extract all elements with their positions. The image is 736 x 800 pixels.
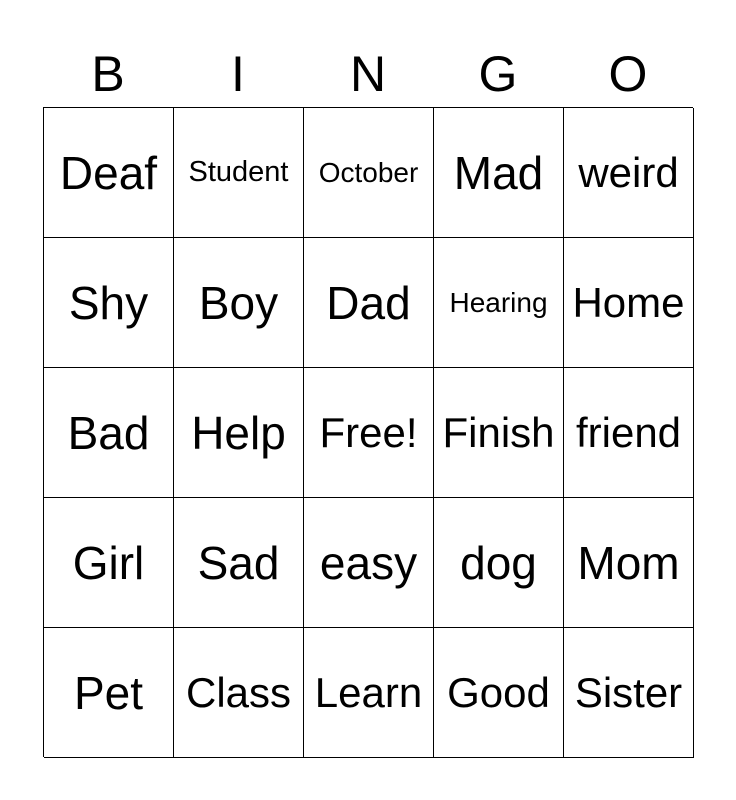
bingo-cell-r2c1[interactable]: Shy bbox=[44, 238, 174, 368]
bingo-header bbox=[43, 40, 693, 108]
header-letter-i: I bbox=[231, 46, 245, 102]
bingo-cell-r1c2[interactable]: Student bbox=[174, 108, 304, 238]
bingo-board bbox=[43, 107, 693, 757]
bingo-cell-r5c2[interactable]: Class bbox=[174, 628, 304, 758]
bingo-cell-r2c2[interactable]: Boy bbox=[174, 238, 304, 368]
bingo-cell-r2c4[interactable]: Hearing bbox=[434, 238, 564, 368]
bingo-cell-r3c1[interactable]: Bad bbox=[44, 368, 174, 498]
bingo-cell-r1c4[interactable]: Mad bbox=[434, 108, 564, 238]
bingo-cell-r5c5[interactable]: Sister bbox=[564, 628, 694, 758]
header-letter-n: N bbox=[349, 46, 387, 102]
bingo-cell-r3c4[interactable]: Finish bbox=[434, 368, 564, 498]
bingo-cell-r2c5[interactable]: Home bbox=[564, 238, 694, 368]
bingo-cell-r1c1[interactable]: Deaf bbox=[44, 108, 174, 238]
bingo-cell-r5c4[interactable]: Good bbox=[434, 628, 564, 758]
bingo-cell-r4c2[interactable]: Sad bbox=[174, 498, 304, 628]
header-letter-o: O bbox=[608, 46, 648, 102]
bingo-cell-r3c2[interactable]: Help bbox=[174, 368, 304, 498]
bingo-cell-r3c3[interactable]: Free! bbox=[304, 368, 434, 498]
header-letter-g: G bbox=[478, 46, 518, 102]
bingo-cell-r4c4[interactable]: dog bbox=[434, 498, 564, 628]
bingo-cell-r1c5[interactable]: weird bbox=[564, 108, 694, 238]
bingo-cell-r4c3[interactable]: easy bbox=[304, 498, 434, 628]
bingo-cell-r5c3[interactable]: Learn bbox=[304, 628, 434, 758]
bingo-cell-r4c1[interactable]: Girl bbox=[44, 498, 174, 628]
bingo-cell-r4c5[interactable]: Mom bbox=[564, 498, 694, 628]
bingo-cell-r3c5[interactable]: friend bbox=[564, 368, 694, 498]
bingo-cell-r1c3[interactable]: October bbox=[304, 108, 434, 238]
header-letter-b: B bbox=[91, 46, 125, 102]
bingo-cell-r2c3[interactable]: Dad bbox=[304, 238, 434, 368]
bingo-cell-r5c1[interactable]: Pet bbox=[44, 628, 174, 758]
